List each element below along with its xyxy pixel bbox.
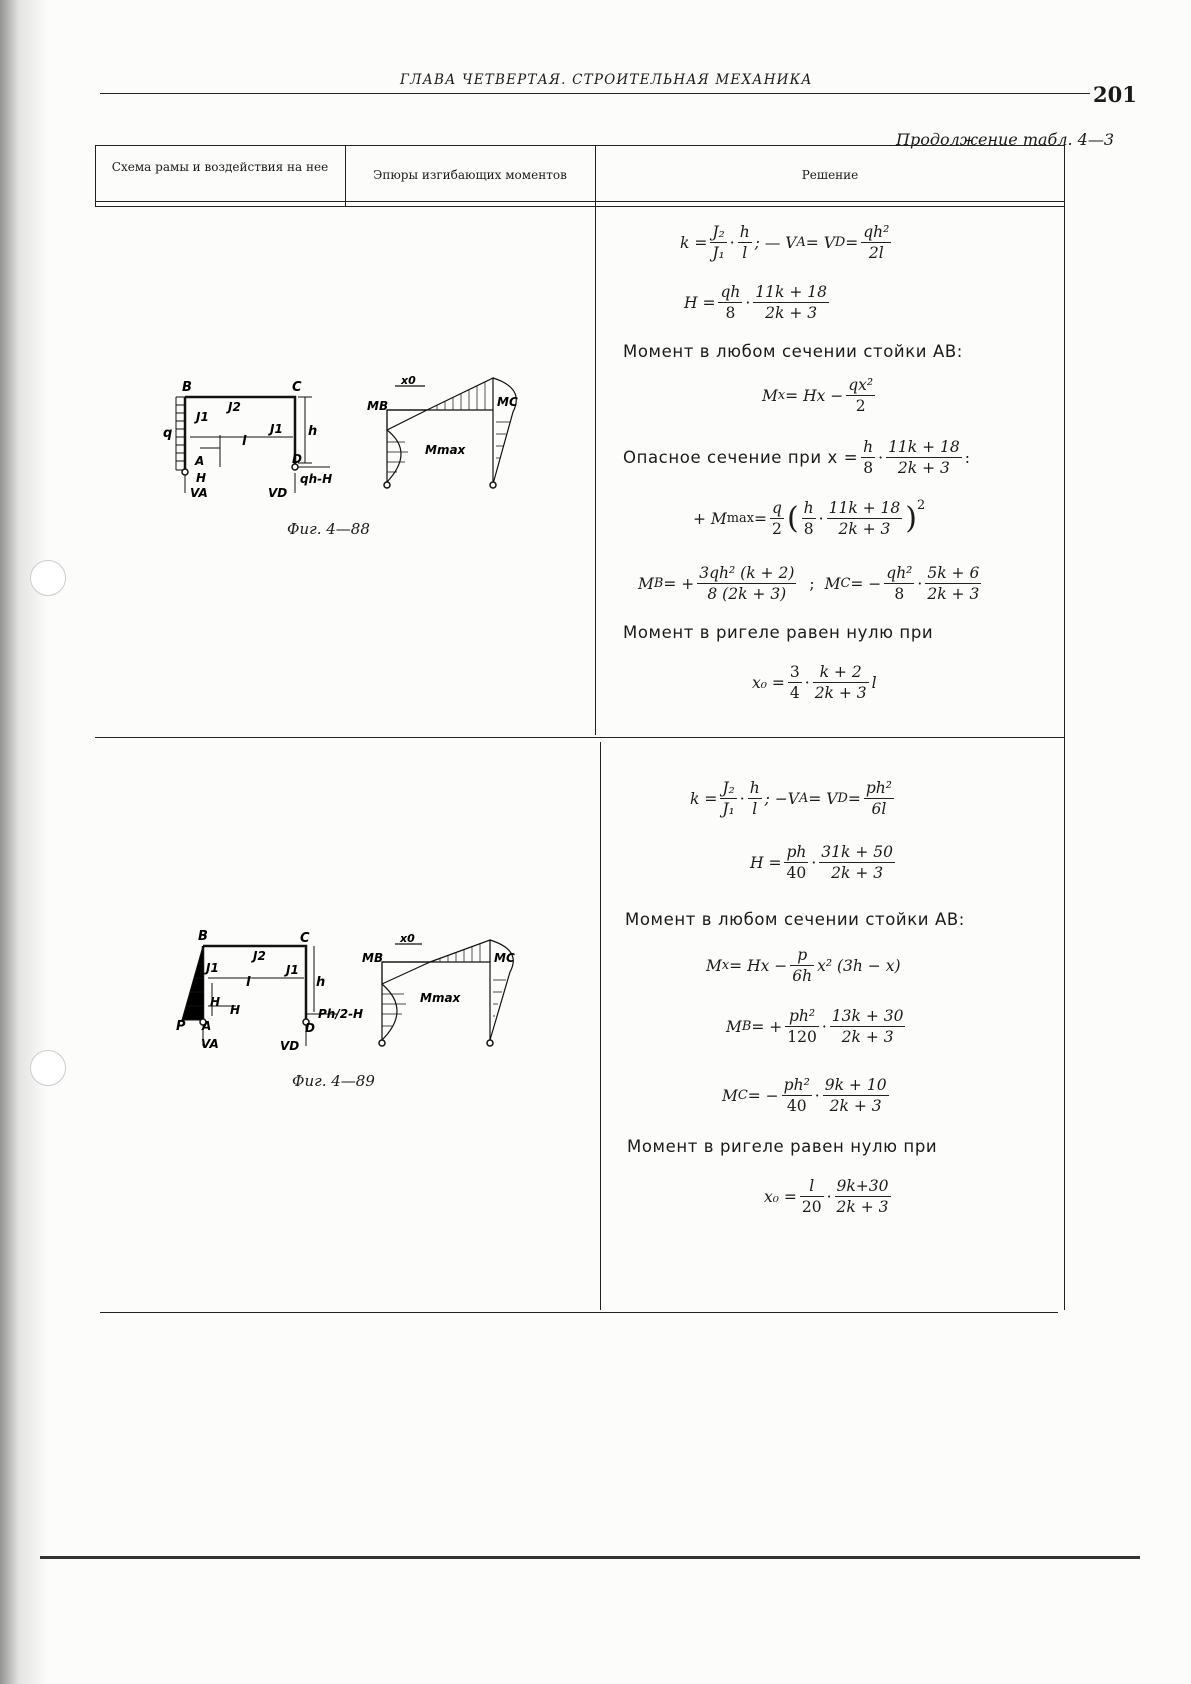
scheme-label: B xyxy=(182,380,192,395)
row-divider xyxy=(95,737,1065,738)
table-top-rule xyxy=(95,145,1065,146)
eq-dangerous-section: Опасное сечение при x = $\frac{h}{8}$ · $\frac{11k + 18}{2k + 3}$ : xyxy=(623,438,970,477)
moment-diagram-4-88 xyxy=(365,372,545,497)
scheme-label: H xyxy=(230,1003,241,1017)
moment-label: x0 xyxy=(401,374,416,387)
header-rule-2 xyxy=(95,206,1065,207)
eq-Mx-row1: M x = Hx − $\frac{\text{qx²}}{2}$ xyxy=(762,376,874,415)
table-continuation: Продолжение табл. 4—3 xyxy=(896,130,1115,149)
scheme-label: J1 xyxy=(206,961,219,975)
scheme-label: D xyxy=(292,452,302,466)
table-right-border xyxy=(1064,145,1065,1310)
scheme-label: h xyxy=(316,975,326,990)
scheme-label: A xyxy=(202,1019,212,1033)
scheme-label: H xyxy=(196,471,207,485)
scheme-label: A xyxy=(195,454,205,468)
punch-hole xyxy=(30,1050,66,1086)
scheme-label: J1 xyxy=(196,410,209,424)
text-zero-moment: Момент в ригеле равен нулю при xyxy=(623,623,934,642)
scheme-label: D xyxy=(305,1021,315,1035)
scheme-label: q xyxy=(163,426,173,441)
scheme-label: VA xyxy=(190,486,208,500)
figure-caption: Фиг. 4—88 xyxy=(287,520,370,538)
scheme-label: Ph/2-H xyxy=(318,1007,364,1021)
page-number: 201 xyxy=(1093,82,1137,107)
figure-caption: Фиг. 4—89 xyxy=(292,1072,375,1090)
column-header-scheme: Схема рамы и воздействия на нее xyxy=(111,160,329,174)
scheme-label: J1 xyxy=(286,963,299,977)
moment-label: Mmax xyxy=(420,991,461,1005)
scheme-label: C xyxy=(292,380,302,395)
eq-MB-MC-row1: M B = + $\frac{\text{3qh² (k + 2)}}{8 (2k + 3)}$ ; M C = − $\frac{\text{qh²}}{8}$ · $\frac{5k + 6}{2k + 3}$ xyxy=(638,564,980,603)
eq-Mx-row2: M x = Hx − $\frac{p}{6h}$ x² (3h − x) xyxy=(706,946,901,985)
scheme-label: H xyxy=(210,995,221,1009)
col-divider-2 xyxy=(595,145,596,735)
header-rule xyxy=(100,93,1090,94)
column-header-solution: Решение xyxy=(801,168,859,182)
moment-label: MC xyxy=(494,951,515,965)
scheme-label: P xyxy=(176,1019,186,1034)
scheme-label: qh-H xyxy=(300,472,333,486)
scheme-label: VD xyxy=(268,486,288,500)
eq-MC-row2: M C = − $\frac{\text{ph²}}{40}$ · $\frac{9k + 10}{2k + 3}$ xyxy=(722,1076,887,1115)
punch-hole xyxy=(30,560,66,596)
header-rule-1 xyxy=(95,201,1065,202)
scheme-label: VD xyxy=(280,1039,300,1053)
scheme-label: J2 xyxy=(253,949,266,963)
scheme-label: C xyxy=(300,931,310,946)
text-moment-section: Момент в любом сечении стойки AB: xyxy=(625,910,965,929)
moment-label: Mmax xyxy=(425,443,466,457)
scheme-label: B xyxy=(198,929,208,944)
scheme-label: h xyxy=(308,424,318,439)
scheme-label: J1 xyxy=(270,422,283,436)
eq-Mmax-row1: + M max = $\frac{q}{2}$ ( $\frac{h}{8}$ · $\frac{11k + 18}{2k + 3}$ ) $^2$ xyxy=(693,498,926,538)
chapter-title: ГЛАВА ЧЕТВЕРТАЯ. СТРОИТЕЛЬНАЯ МЕХАНИКА xyxy=(400,72,813,88)
scheme-label: VA xyxy=(201,1037,219,1051)
eq-k-row1: k = $\frac{\text{J₂}}{\text{J₁}}$ · $\frac{h}{l}$ ; — V A = V D = $\frac{\text{qh²}}{2l}$ xyxy=(680,223,890,262)
eq-k-row2: k = $\frac{\text{J₂}}{\text{J₁}}$ · $\frac{h}{l}$ ; −V A = V D = $\frac{\text{ph²}}{6l}$ xyxy=(690,779,892,818)
column-header-diagrams: Эпюры изгибающих моментов xyxy=(373,168,567,182)
scheme-label: l xyxy=(246,975,251,990)
col-divider-1 xyxy=(345,145,346,206)
scan-edge xyxy=(40,1556,1140,1559)
eq-x0-row1: x₀ = $\frac{3}{4}$ · $\frac{k + 2}{2k + 3}$ l xyxy=(752,663,877,702)
frame-scheme-4-89 xyxy=(168,928,368,1058)
table-left-border xyxy=(95,145,96,206)
col-divider-2b xyxy=(600,742,601,1310)
eq-MB-row2: M B = + $\frac{\text{ph²}}{120}$ · $\frac{13k + 30}{2k + 3}$ xyxy=(726,1007,904,1046)
moment-label: x0 xyxy=(400,932,415,945)
moment-label: MC xyxy=(497,395,518,409)
scheme-label: J2 xyxy=(228,400,241,414)
moment-diagram-4-89 xyxy=(360,932,540,1052)
eq-H-row2: H = $\frac{ph}{40}$ · $\frac{31k + 50}{2k + 3}$ xyxy=(750,843,893,882)
eq-H-row1: H = $\frac{qh}{8}$ · $\frac{11k + 18}{2k + 3}$ xyxy=(684,283,827,322)
table-bottom-rule xyxy=(100,1312,1058,1313)
eq-x0-row2: x₀ = $\frac{l}{20}$ · $\frac{9k+30}{2k + 3}$ xyxy=(764,1177,889,1216)
moment-label: MB xyxy=(362,951,384,965)
frame-scheme-4-88 xyxy=(160,375,360,505)
text-moment-section: Момент в любом сечении стойки AB: xyxy=(623,342,963,361)
moment-label: MB xyxy=(367,399,389,413)
scheme-label: l xyxy=(242,434,247,449)
text-zero-moment: Момент в ригеле равен нулю при xyxy=(627,1137,938,1156)
scan-shadow xyxy=(0,0,48,1684)
